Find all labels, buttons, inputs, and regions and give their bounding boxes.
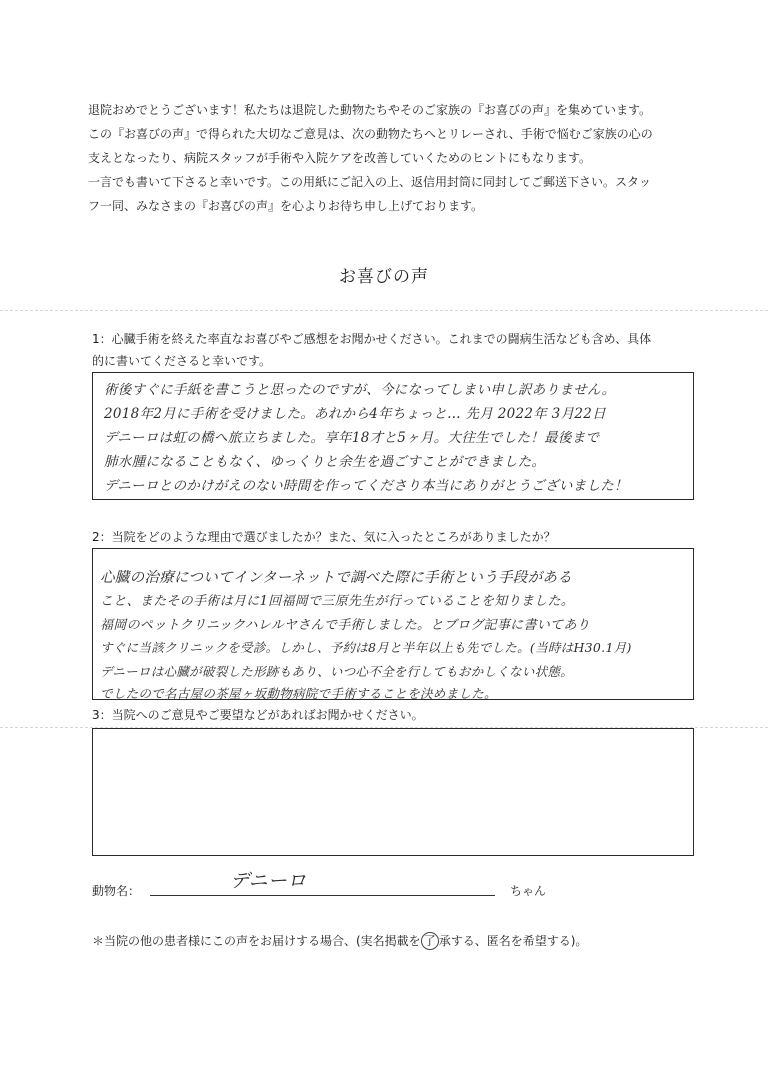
intro-line: 支えとなったり、病院スタッフが手術や入院ケアを改善していくためのヒントにもなります。 (88, 151, 592, 165)
intro-line: 退院おめでとうございます！私たちは退院した動物たちやそのご家族の『お喜びの声』を集めています。 (88, 103, 652, 117)
animal-name-suffix: ちゃん (510, 884, 547, 898)
answer-2-line: でしたので名古屋の茶屋ヶ坂動物病院で手術することを決めました。 (100, 686, 497, 701)
answer-2-line: 福岡のペットクリニックハレルヤさんで手術しました。とブログ記事に書いてあり (100, 618, 590, 633)
answer-1-line: 肺水腫になることもなく、ゆっくりと余生を過ごすことができました。 (104, 454, 546, 470)
answer-2-line: すぐに当該クリニックを受診。しかし、予約は8月と半年以上も先でした。(当時はH30.1月) (100, 640, 632, 655)
answer-1-line: デニーロは虹の橋へ旅立ちました。享年18才と5ヶ月。大往生でした！最後まで (104, 430, 600, 446)
answer-2-line: デニーロは心臓が破裂した形跡もあり、いつ心不全を行してもおかしくない状態。 (100, 664, 574, 679)
intro-line: この『お喜びの声』で得られた大切なご意見は、次の動物たちへとリレーされ、手術で悩むご家族の心の (88, 127, 653, 141)
question-1-line-1: 1：心臓手術を終えた率直なお喜びやご感想をお聞かせください。これまでの闘病生活なども含め、具体 (92, 332, 652, 346)
intro-line: 一言でも書いて下さると幸いです。この用紙にご記入の上、返信用封筒に同封してご郵送下さい。スタッ (88, 175, 652, 189)
answer-2-line: こと、またその手術は月に1回福岡で三原先生が行っていることを知りました。 (100, 594, 575, 609)
answer-1-line: 2018年2月に手術を受けました。あれから4年ちょっと… 先月 2022年 3月22日 (104, 406, 606, 422)
page-title: お喜びの声 (339, 267, 429, 287)
publication-consent-note (92, 932, 587, 950)
question-1-line-2: 的に書いてくださると幸いです。 (92, 354, 272, 368)
answer-2-line: 心臓の治療についてインターネットで調べた際に手術という手段がある (100, 570, 573, 586)
answer-3-box[interactable] (92, 728, 694, 856)
animal-name-underline (150, 895, 495, 896)
answer-1-line: デニーロとのかけがえのない時間を作ってくださり本当にありがとうございました！ (104, 478, 628, 494)
question-3: 3：当院へのご意見やご要望などがあればお聞かせください。 (92, 708, 424, 722)
consent-text-after: 承する、匿名を希望する)。 (438, 934, 588, 948)
intro-text (88, 98, 688, 218)
fold-line-top (0, 310, 768, 311)
consent-text-before: ＊当院の他の患者様にこの声をお届けする場合、(実名掲載を (92, 934, 421, 948)
animal-name-value[interactable]: デニーロ (230, 870, 307, 892)
answer-1-line: 術後すぐに手紙を書こうと思ったのですが、今になってしまい申し訳ありません。 (104, 382, 616, 398)
animal-name-label: 動物名： (92, 884, 141, 898)
intro-line: フ一同、みなさまの『お喜びの声』を心よりお待ち申し上げております。 (88, 199, 484, 213)
question-1 (92, 328, 651, 372)
consent-circled-mark[interactable]: 了 (421, 932, 439, 950)
question-2: 2：当院をどのような理由で選びましたか？また、気に入ったところがありましたか？ (92, 530, 556, 544)
